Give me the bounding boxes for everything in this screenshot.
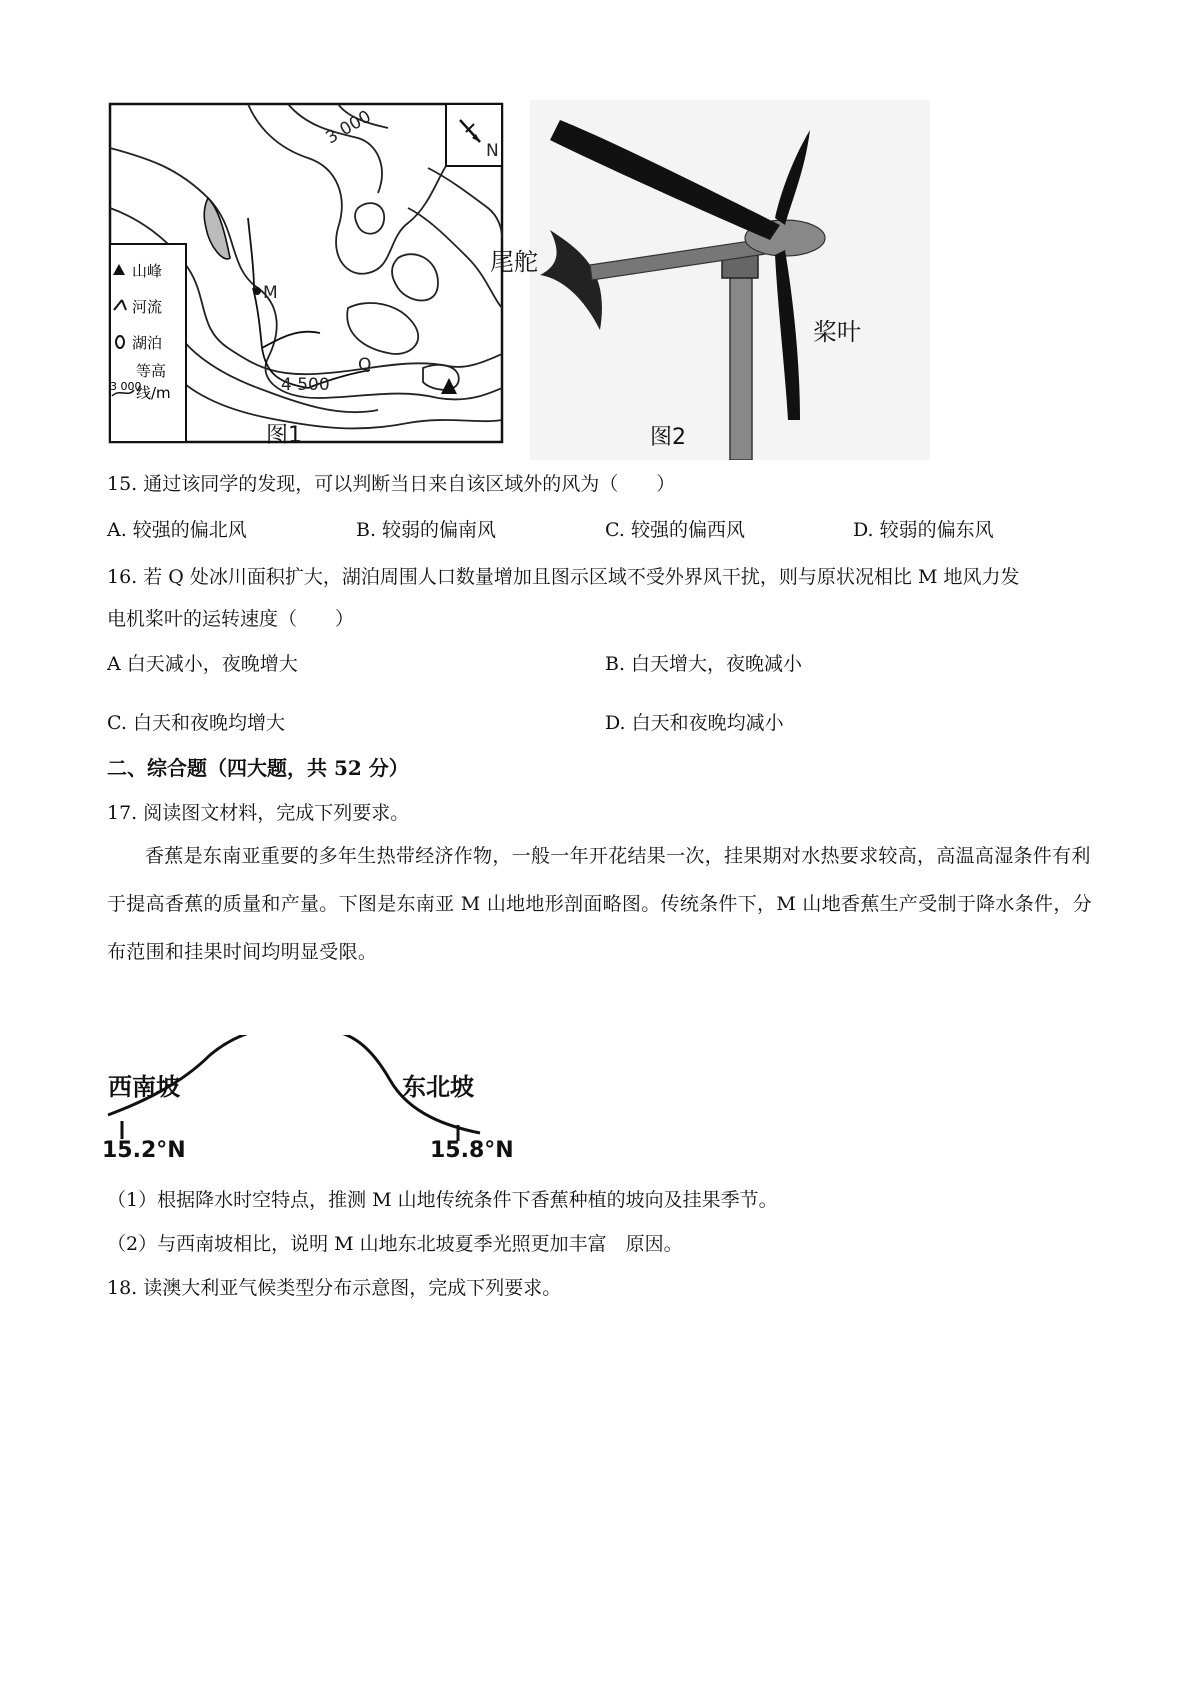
- question-17-sub-2: （2）与西南坡相比，说明 M 山地东北坡夏季光照更加丰富 原因。: [107, 1233, 683, 1255]
- question-17-stem: 17. 阅读图文材料，完成下列要求。: [107, 802, 410, 824]
- wind-turbine-graphic: [530, 100, 930, 460]
- question-16-option-a: A 白天减小，夜晚增大: [107, 653, 298, 675]
- question-16-stem-line1: 16. 若 Q 处冰川面积扩大，湖泊周围人口数量增加且图示区域不受外界风干扰，则与原状况相比 M 地风力发: [107, 566, 1020, 588]
- legend-peak-label: 山峰: [132, 262, 163, 280]
- figure-2-turbine: [490, 100, 930, 460]
- question-16-option-d: D. 白天和夜晚均减小: [605, 712, 784, 734]
- latitude-left-label: 15.2°N: [102, 1138, 186, 1163]
- question-18-stem: 18. 读澳大利亚气候类型分布示意图，完成下列要求。: [107, 1277, 562, 1299]
- tail-label: 尾舵: [490, 248, 538, 276]
- contour-label-bottom: 4 500: [281, 375, 330, 395]
- terrain-profile-diagram: [100, 1035, 530, 1170]
- point-q-label: Q: [358, 355, 372, 375]
- legend-lake-label: 湖泊: [132, 334, 163, 352]
- northeast-slope-label: 东北坡: [402, 1073, 474, 1101]
- point-m-label: M: [263, 283, 278, 303]
- question-16-stem-line2: 电机桨叶的运转速度（ ）: [107, 608, 355, 630]
- question-15-option-b: B. 较弱的偏南风: [356, 519, 497, 541]
- question-15-stem: 15. 通过该同学的发现，可以判断当日来自该区域外的风为（ ）: [107, 473, 676, 495]
- latitude-right-label: 15.8°N: [430, 1138, 514, 1163]
- question-17-passage: 香蕉是东南亚重要的多年生热带经济作物，一般一年开花结果一次，挂果期对水热要求较高，高温高湿条件有利于提高香蕉的质量和产量。下图是东南亚 M 山地地形剖面略图。传统条件下，M 山地香蕉生产受制于降水条件，分布范围和挂果时间均明显受限。: [107, 845, 1092, 963]
- legend-contour-value: 3 000: [110, 380, 142, 393]
- north-label: N: [486, 141, 499, 161]
- blade-label: 桨叶: [813, 318, 861, 346]
- point-m-marker: [253, 287, 261, 295]
- legend-contour-label-line1: 等高: [136, 362, 167, 380]
- section-2-title: 二、综合题（四大题，共 52 分）: [107, 756, 409, 780]
- figure-1-caption: 图1: [266, 423, 302, 448]
- question-15-option-a: A. 较强的偏北风: [107, 519, 247, 541]
- question-15-option-d: D. 较弱的偏东风: [853, 519, 994, 541]
- question-16-option-b: B. 白天增大，夜晚减小: [605, 653, 803, 675]
- legend-contour-label-line2: 线/m: [136, 384, 171, 402]
- question-15-option-c: C. 较强的偏西风: [605, 519, 745, 541]
- southwest-slope-label: 西南坡: [108, 1073, 180, 1101]
- contour-map-graphic: [108, 98, 508, 450]
- figure-2-caption: 图2: [650, 425, 686, 450]
- contour-label-top: 3 000: [322, 106, 375, 149]
- question-16-option-c: C. 白天和夜晚均增大: [107, 712, 285, 734]
- figure-1-map: [108, 98, 508, 450]
- question-17-sub-1: （1）根据降水时空特点，推测 M 山地传统条件下香蕉种植的坡向及挂果季节。: [107, 1189, 778, 1211]
- legend-river-label: 河流: [132, 298, 163, 316]
